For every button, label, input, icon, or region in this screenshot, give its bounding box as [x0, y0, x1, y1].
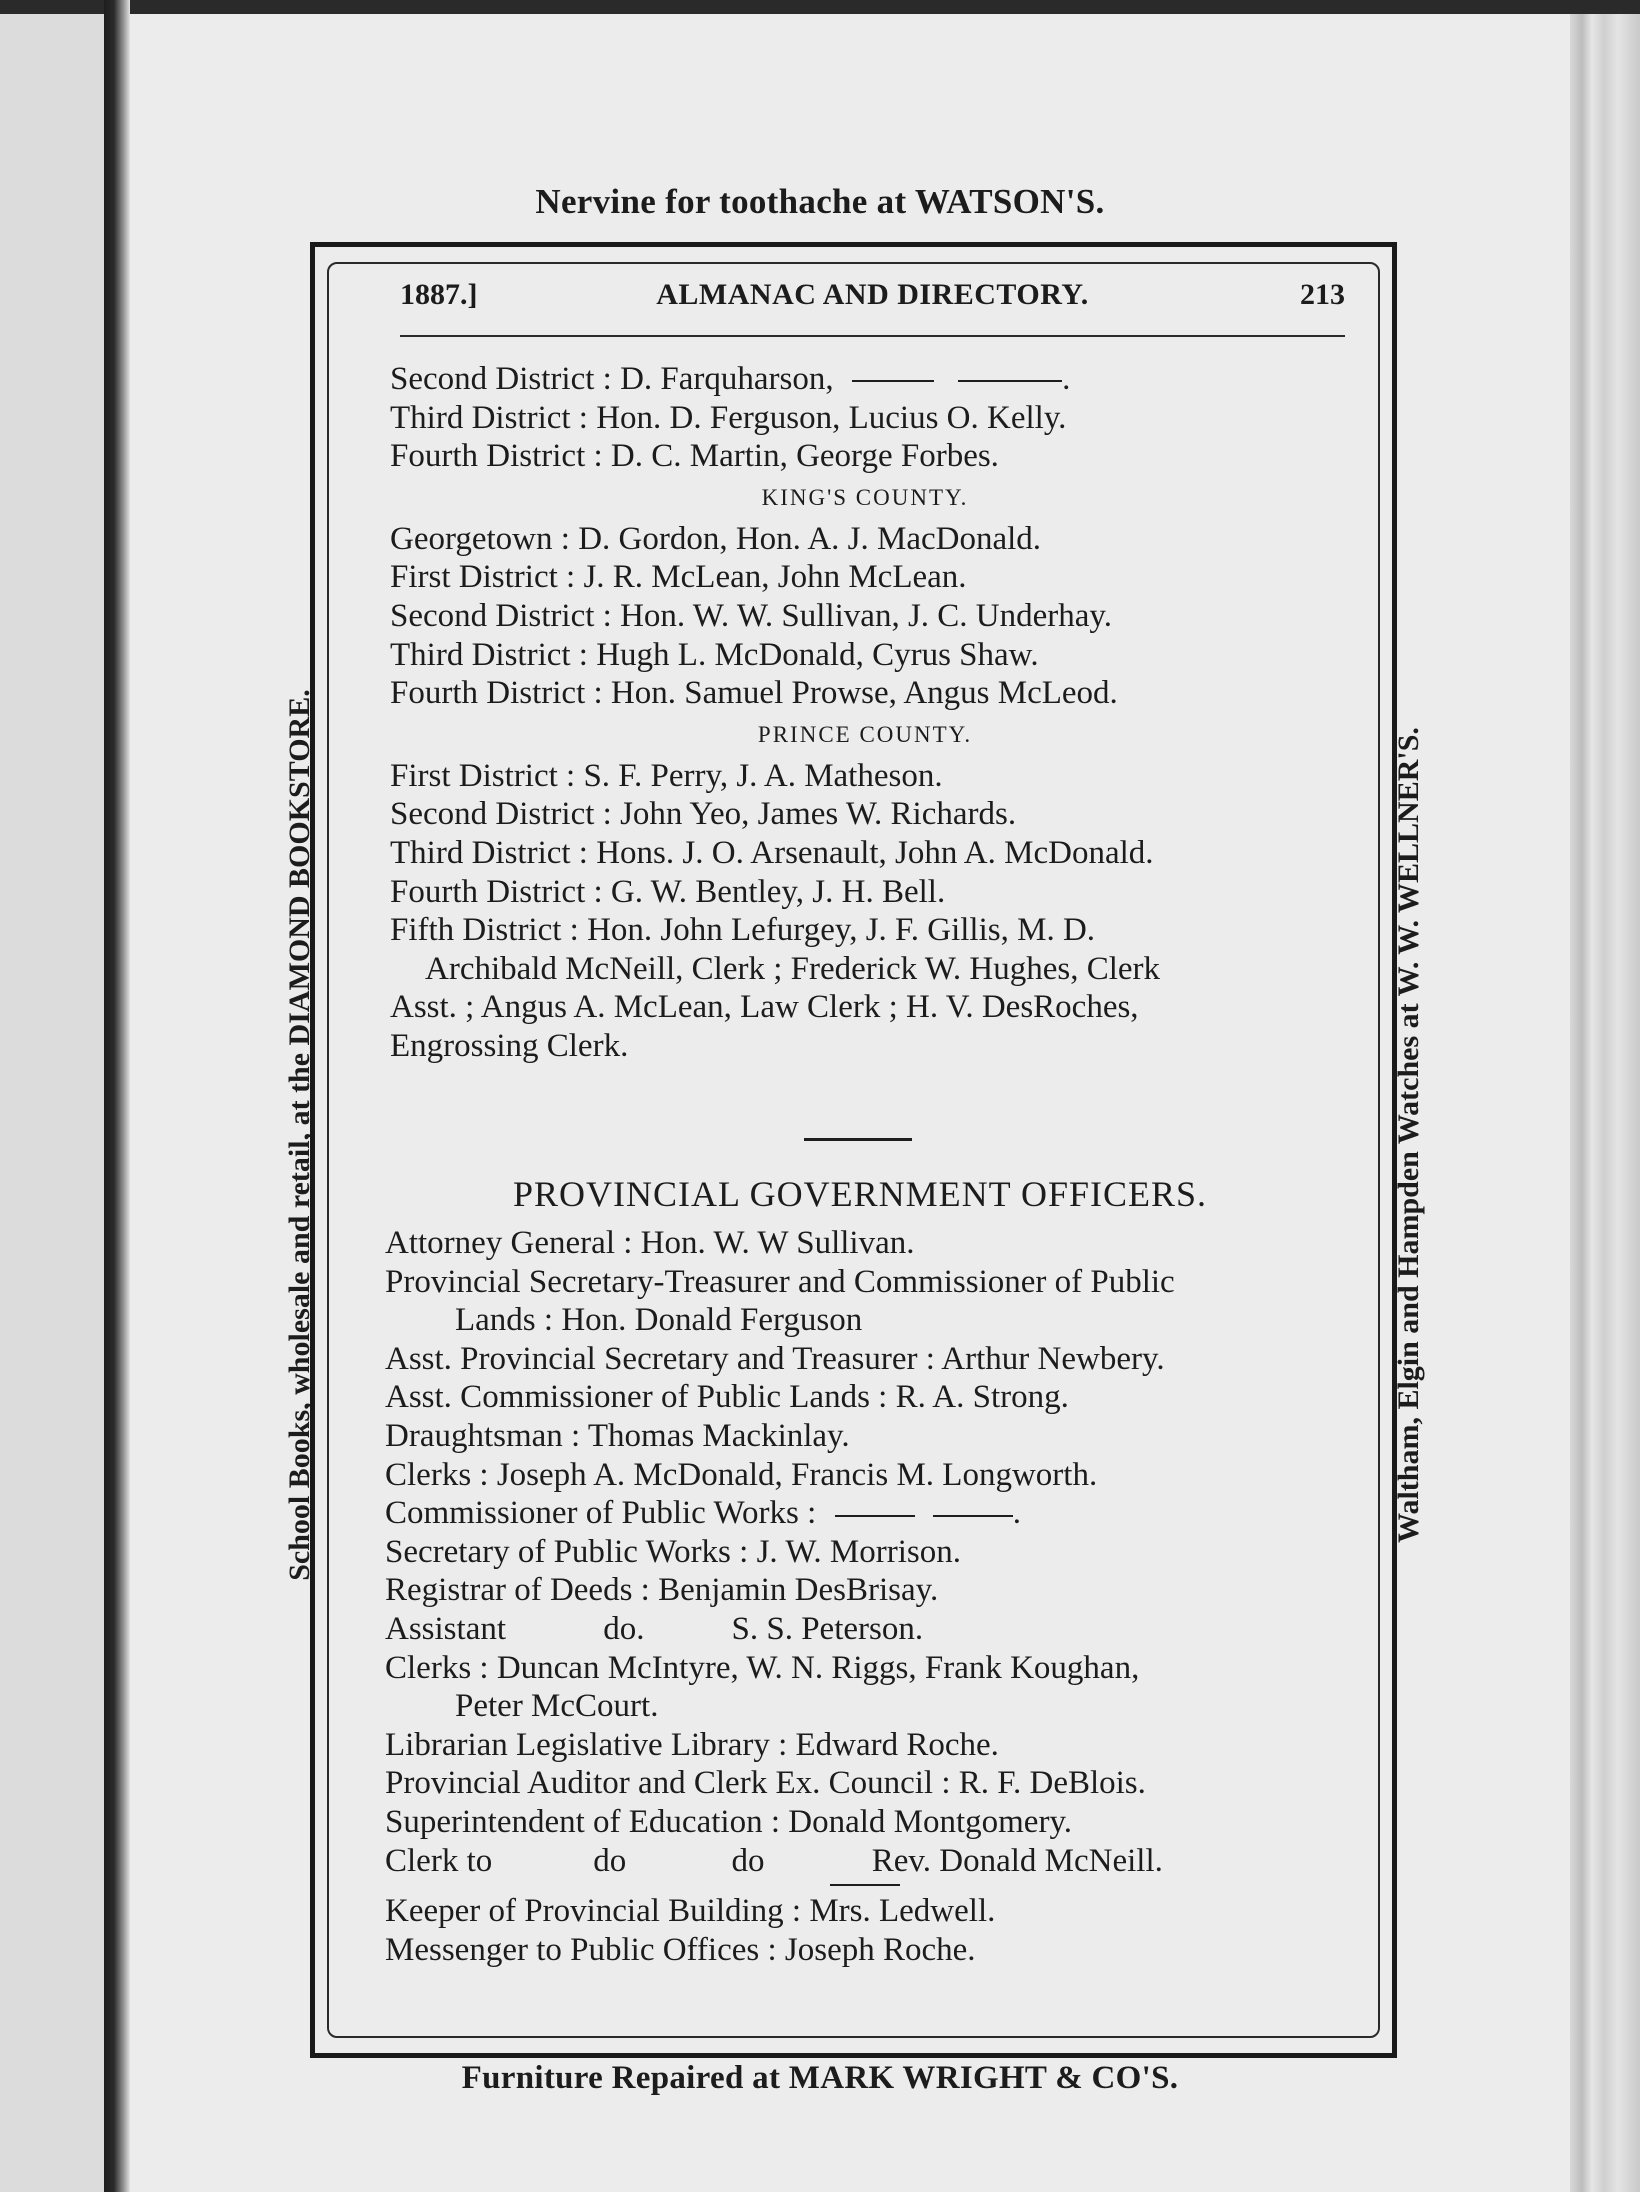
district-members: D. Gordon, Hon. A. J. MacDonald. [578, 520, 1042, 557]
district-row [390, 795, 1340, 834]
section-title: PROVINCIAL GOVERNMENT OFFICERS. [512, 1174, 1208, 1214]
district-members: Hons. J. O. Arsenault, John A. McDonald. [596, 834, 1154, 871]
district-row [390, 437, 1340, 476]
blank-dash [835, 1515, 915, 1517]
officer-line: Keeper of Provincial Building : Mrs. Ledwell. [385, 1893, 996, 1930]
gutter-shadow [104, 0, 130, 2192]
blank-dash [958, 380, 1062, 382]
district-members: Hugh L. McDonald, Cyrus Shaw. [596, 636, 1039, 673]
district-row [390, 834, 1340, 873]
district-name: Second District : [390, 361, 612, 397]
officer-line: Librarian Legislative Library : Edward Roche. [385, 1726, 999, 1763]
district-members: Hon. D. Ferguson, Lucius O. Kelly. [596, 399, 1067, 436]
district-members: D. Farquharson, [620, 361, 834, 397]
district-row [390, 674, 1340, 713]
district-name: First District : [390, 559, 576, 596]
officer-line: Commissioner of Public Works : . [385, 1495, 1021, 1532]
officer-line: Registrar of Deeds : Benjamin DesBrisay. [385, 1572, 939, 1609]
district-members: J. R. McLean, John McLean. [583, 559, 967, 596]
officer-line [385, 1842, 1335, 1881]
district-name: Fourth District : [390, 873, 603, 910]
district-members: G. W. Bentley, J. H. Bell. [610, 873, 946, 910]
district-row [390, 597, 1340, 636]
district-row [390, 558, 1340, 597]
officer-line: Asst. Commissioner of Public Lands : R. A. Strong. [385, 1379, 1069, 1416]
left-side-advertisement: School Books, wholesale and retail, at the DIAMOND BOOKSTORE. [283, 689, 316, 1581]
footer-advertisement: Furniture Repaired at MARK WRIGHT & CO'S. [461, 2060, 1179, 2096]
clerks-paragraph-line: Engrossing Clerk. [390, 1027, 629, 1064]
district-row [390, 873, 1340, 912]
officer-line: Draughtsman : Thomas Mackinlay. [385, 1417, 850, 1454]
right-side-advertisement: Waltham, Elgin and Hampden Watches at W. W. WELLNER'S. [1392, 727, 1425, 1543]
officer-name: Rev. Donald McNeill. [871, 1842, 1163, 1879]
district-members: John Yeo, James W. Richards. [620, 796, 1017, 833]
officer-line: Peter McCourt. [455, 1688, 659, 1725]
officer-line: Provincial Auditor and Clerk Ex. Council : R. F. DeBlois. [385, 1765, 1146, 1802]
officer-text: Commissioner of Public Works : [385, 1495, 817, 1532]
district-name: Second District : [390, 796, 612, 833]
provincial-officers-section [385, 1170, 1335, 1969]
clerks-paragraph-line: Asst. ; Angus A. McLean, Law Clerk ; H. V. DesRoches, [390, 989, 1139, 1026]
running-head-year: 1887.] [400, 278, 478, 311]
district-name: Fifth District : [390, 912, 579, 949]
page-edges [1570, 14, 1640, 2192]
district-row [390, 520, 1340, 559]
previous-page-strip [0, 14, 104, 2192]
district-name: Third District : [390, 636, 588, 673]
district-row [390, 757, 1340, 796]
district-name: Third District : [390, 834, 588, 871]
ditto-mark: do. [603, 1610, 645, 1647]
district-row [390, 911, 1340, 950]
book-gutter [0, 0, 118, 2192]
blank-dash [933, 1515, 1013, 1517]
header-advertisement: Nervine for toothache at WATSON'S. [535, 182, 1105, 221]
ditto-mark: do [731, 1842, 765, 1879]
officer-line: Secretary of Public Works : J. W. Morrison. [385, 1533, 962, 1570]
officer-line: Lands : Hon. Donald Ferguson [455, 1302, 863, 1339]
district-name: Fourth District : [390, 438, 603, 475]
kings-county-heading: KING'S COUNTY. [761, 484, 969, 510]
officer-line [385, 1610, 1335, 1649]
district-row [390, 636, 1340, 675]
district-row [390, 399, 1340, 438]
officer-line: Attorney General : Hon. W. W Sullivan. [385, 1225, 915, 1261]
district-members: D. C. Martin, George Forbes. [610, 438, 999, 475]
ditto-mark: do [593, 1842, 627, 1879]
officer-title: Assistant [385, 1610, 507, 1647]
officer-line: Superintendent of Education : Donald Montgomery. [385, 1803, 1073, 1840]
district-members: Hon. W. W. Sullivan, J. C. Underhay. [620, 597, 1113, 634]
district-name: Second District : [390, 597, 612, 634]
clerks-paragraph-line: Archibald McNeill, Clerk ; Frederick W. Hughes, Clerk [425, 950, 1161, 987]
officer-title: Clerk to [385, 1842, 493, 1879]
officer-line: Asst. Provincial Secretary and Treasurer : Arthur Newbery. [385, 1340, 1165, 1377]
running-head-title: ALMANAC AND DIRECTORY. [656, 278, 1089, 311]
district-members: Hon. John Lefurgey, J. F. Gillis, M. D. [587, 912, 1096, 949]
officer-line: Provincial Secretary-Treasurer and Commissioner of Public [385, 1263, 1175, 1300]
blank-dash [852, 380, 934, 382]
scan-top-border [0, 0, 1640, 14]
officer-line: Messenger to Public Offices : Joseph Roche. [385, 1931, 976, 1968]
prince-county-heading: PRINCE COUNTY. [757, 721, 973, 747]
page-number: 213 [1300, 278, 1345, 311]
running-head-rule [400, 335, 1345, 337]
district-name: Fourth District : [390, 675, 603, 712]
district-name: Georgetown : [390, 520, 570, 557]
officer-line: Clerks : Duncan McIntyre, W. N. Riggs, Frank Koughan, [385, 1649, 1140, 1686]
district-members: Hon. Samuel Prowse, Angus McLeod. [610, 675, 1118, 712]
district-members: S. F. Perry, J. A. Matheson. [583, 757, 943, 794]
district-row: Second District : D. Farquharson, . [390, 361, 1071, 397]
officer-name: S. S. Peterson. [731, 1610, 924, 1647]
section-divider [804, 1138, 912, 1141]
district-name: Third District : [390, 399, 588, 436]
officer-line: Clerks : Joseph A. McDonald, Francis M. Longworth. [385, 1456, 1098, 1493]
queens-county-continued [390, 360, 1340, 1066]
minor-divider [830, 1884, 900, 1886]
district-name: First District : [390, 757, 576, 794]
divider-spacer [385, 1880, 1335, 1892]
